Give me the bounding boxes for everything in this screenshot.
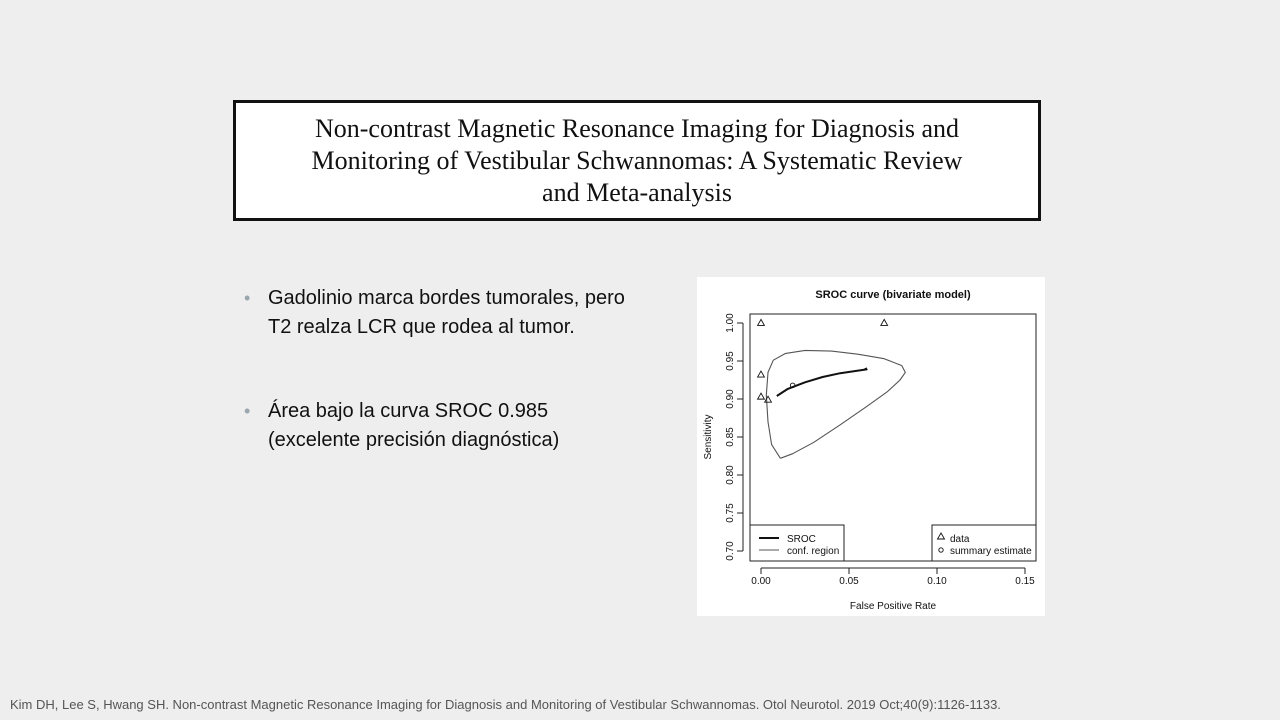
chart-title: SROC curve (bivariate model) <box>815 289 971 301</box>
sroc-chart-svg <box>697 277 1045 616</box>
x-tick-label: 0.00 <box>751 576 771 587</box>
data-point-triangle <box>758 393 765 399</box>
data-point-triangle <box>765 396 772 402</box>
y-tick-label: 0.95 <box>725 351 736 371</box>
y-axis <box>725 313 743 561</box>
y-tick-label: 0.75 <box>725 503 736 523</box>
y-axis-label: Sensitivity <box>703 414 714 460</box>
legend-sroc-label: SROC <box>787 534 816 545</box>
plot-frame <box>750 314 1036 561</box>
paper-title-box <box>233 100 1041 221</box>
x-tick-label: 0.05 <box>839 576 859 587</box>
legend-data-label: data <box>950 534 970 545</box>
data-point-triangle <box>758 319 765 325</box>
y-tick-label: 1.00 <box>725 313 736 333</box>
bullet-text-line: Área bajo la curva SROC 0.985 <box>268 400 549 422</box>
title-line-3: and Meta-analysis <box>542 177 732 207</box>
y-tick-label: 0.70 <box>725 541 736 561</box>
citation: Kim DH, Lee S, Hwang SH. Non-contrast Magnetic Resonance Imaging for Diagnosis and Monitoring of Vestibular Schwannomas. Otol Neurotol. 2019 Oct;40(9):1126-1133. <box>10 697 1001 712</box>
data-point-triangle <box>881 319 888 325</box>
legend-left <box>750 525 844 561</box>
bullet-text-line: T2 realza LCR que rodea al tumor. <box>268 316 575 338</box>
paper-title <box>257 113 1017 209</box>
title-line-1: Non-contrast Magnetic Resonance Imaging for Diagnosis and <box>314 113 960 143</box>
title-line-2: Monitoring of Vestibular Schwannomas: A Systematic Review <box>311 145 963 175</box>
bullet-dot-icon: • <box>244 401 251 421</box>
bullet-dot-icon: • <box>244 288 251 308</box>
x-tick-label: 0.10 <box>927 576 947 587</box>
sroc-chart <box>697 277 1045 616</box>
x-tick-label: 0.15 <box>1015 576 1035 587</box>
x-axis <box>751 568 1035 587</box>
chart-series <box>758 319 906 458</box>
x-axis-label: False Positive Rate <box>849 601 937 612</box>
bullet-text-line: Gadolinio marca bordes tumorales, pero <box>268 287 625 309</box>
y-tick-label: 0.90 <box>725 389 736 409</box>
legend-summary-label: summary estimate <box>950 546 1032 557</box>
y-tick-label: 0.80 <box>725 465 736 485</box>
legend-conf-label: conf. region <box>787 546 840 557</box>
sroc-curve-line <box>777 368 867 396</box>
legend-right <box>932 525 1036 561</box>
bullet-text-line: (excelente precisión diagnóstica) <box>268 429 560 451</box>
data-point-triangle <box>758 371 765 377</box>
y-tick-label: 0.85 <box>725 427 736 447</box>
conf-region-line <box>766 350 905 458</box>
